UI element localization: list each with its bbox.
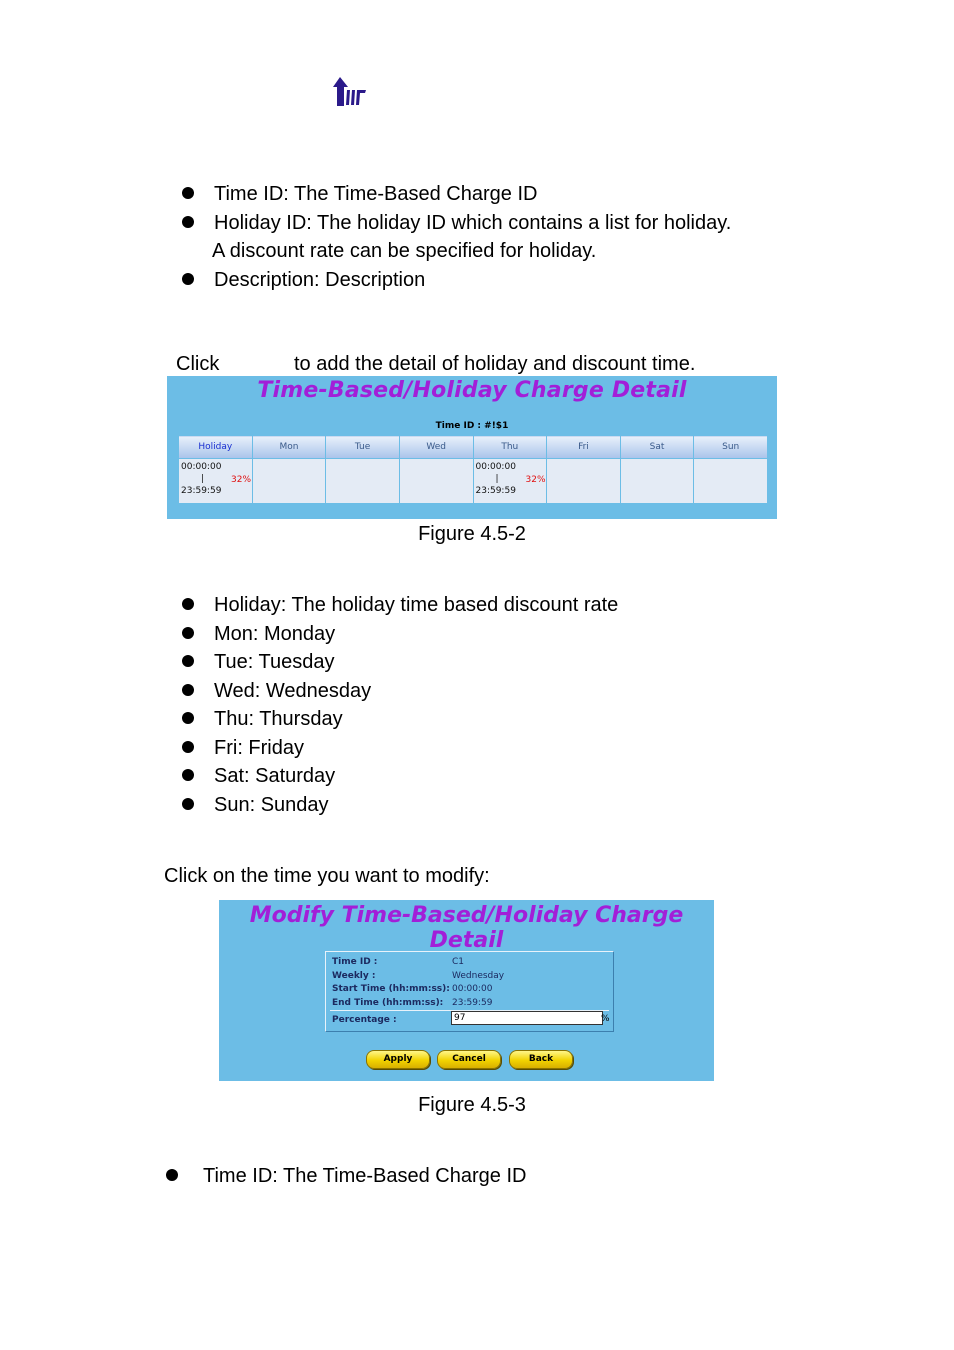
bullet-bottom-time-id: Time ID: The Time-Based Charge ID bbox=[203, 1165, 527, 1187]
bullet-dot bbox=[182, 273, 194, 285]
slot-separator: | bbox=[201, 474, 205, 484]
slot-end: 23:59:59 bbox=[475, 486, 516, 496]
bullet-dot bbox=[182, 684, 194, 696]
bullet-sat: Sat: Saturday bbox=[214, 765, 336, 787]
column-header-holiday[interactable]: Holiday bbox=[179, 436, 253, 459]
bullet-description: Description: Description bbox=[214, 269, 426, 291]
figure-modify-charge-detail bbox=[219, 900, 714, 1081]
figure-time-based-holiday-charge-detail bbox=[167, 376, 777, 519]
end-time-value: 23:59:59 bbox=[452, 998, 493, 1008]
figure2-title: Modify Time-Based/Holiday Charge Detail bbox=[249, 903, 684, 953]
apply-button[interactable]: Apply bbox=[366, 1050, 430, 1069]
charge-detail-table bbox=[178, 435, 768, 504]
bullet-dot bbox=[182, 798, 194, 810]
column-header-sun[interactable]: Sun bbox=[694, 436, 768, 459]
cell-mon bbox=[252, 459, 326, 504]
bullet-dot bbox=[182, 712, 194, 724]
column-header-tue[interactable]: Tue bbox=[326, 436, 400, 459]
cell-wed bbox=[399, 459, 473, 504]
bullet-tue: Tue: Tuesday bbox=[214, 651, 335, 673]
bullet-dot bbox=[182, 769, 194, 781]
bullet-mon: Mon: Monday bbox=[214, 623, 336, 645]
bullet-dot bbox=[182, 216, 194, 228]
click-suffix: to add the detail of holiday and discount time. bbox=[294, 353, 696, 375]
bullet-holiday-id: Holiday ID: The holiday ID which contains a list for holiday. bbox=[214, 212, 732, 234]
column-header-thu[interactable]: Thu bbox=[473, 436, 547, 459]
click-prefix: Click bbox=[176, 353, 220, 375]
time-slot-thu[interactable] bbox=[476, 461, 545, 501]
weekly-value: Wednesday bbox=[452, 971, 505, 981]
cell-fri bbox=[547, 459, 621, 504]
figure2-caption: Figure 4.5-3 bbox=[418, 1094, 526, 1116]
cell-thu[interactable] bbox=[473, 459, 547, 504]
bullet-thu: Thu: Thursday bbox=[214, 708, 343, 730]
time-slot-holiday[interactable] bbox=[181, 461, 250, 501]
time-id-label: Time ID : bbox=[332, 957, 378, 967]
figure1-title: Time-Based/Holiday Charge Detail bbox=[257, 378, 687, 403]
percentage-unit: % bbox=[601, 1014, 610, 1024]
back-button[interactable]: Back bbox=[509, 1050, 573, 1069]
bullet-time-id: Time ID: The Time-Based Charge ID bbox=[214, 183, 538, 205]
time-id-value: C1 bbox=[452, 957, 465, 967]
bullet-holiday: Holiday: The holiday time based discount rate bbox=[214, 594, 619, 616]
column-header-wed[interactable]: Wed bbox=[399, 436, 473, 459]
bullet-dot bbox=[182, 627, 194, 639]
bullet-dot bbox=[182, 598, 194, 610]
slot-separator: | bbox=[495, 474, 499, 484]
weekly-label: Weekly : bbox=[332, 971, 376, 981]
cell-sat bbox=[620, 459, 694, 504]
bullet-dot bbox=[182, 187, 194, 199]
column-header-fri[interactable]: Fri bbox=[547, 436, 621, 459]
start-time-value: 00:00:00 bbox=[452, 984, 493, 994]
cell-sun bbox=[694, 459, 768, 504]
company-logo bbox=[331, 77, 367, 107]
start-time-label: Start Time (hh:mm:ss): bbox=[332, 984, 450, 994]
bullet-fri: Fri: Friday bbox=[214, 737, 304, 759]
cancel-button[interactable]: Cancel bbox=[437, 1050, 501, 1069]
bullet-dot bbox=[166, 1169, 178, 1181]
bullet-dot bbox=[182, 741, 194, 753]
cell-holiday[interactable] bbox=[179, 459, 253, 504]
table-row bbox=[179, 459, 768, 504]
end-time-label: End Time (hh:mm:ss): bbox=[332, 998, 444, 1008]
cell-tue bbox=[326, 459, 400, 504]
figure1-caption: Figure 4.5-2 bbox=[418, 523, 526, 545]
figure1-time-id: Time ID : #!$1 bbox=[435, 421, 509, 431]
bullet-sun: Sun: Sunday bbox=[214, 794, 329, 816]
column-header-mon[interactable]: Mon bbox=[252, 436, 326, 459]
column-header-sat[interactable]: Sat bbox=[620, 436, 694, 459]
slot-percentage: 32% bbox=[231, 475, 252, 485]
bullet-wed: Wed: Wednesday bbox=[214, 680, 372, 702]
slot-start: 00:00:00 bbox=[475, 462, 516, 472]
holiday-id-continuation: A discount rate can be specified for holiday. bbox=[212, 240, 597, 262]
percentage-input[interactable] bbox=[451, 1011, 603, 1025]
click-modify-text: Click on the time you want to modify: bbox=[164, 865, 490, 887]
percentage-label: Percentage : bbox=[332, 1015, 397, 1025]
bullet-dot bbox=[182, 655, 194, 667]
slot-percentage: 32% bbox=[525, 475, 546, 485]
slot-start: 00:00:00 bbox=[181, 462, 222, 472]
slot-end: 23:59:59 bbox=[181, 486, 222, 496]
